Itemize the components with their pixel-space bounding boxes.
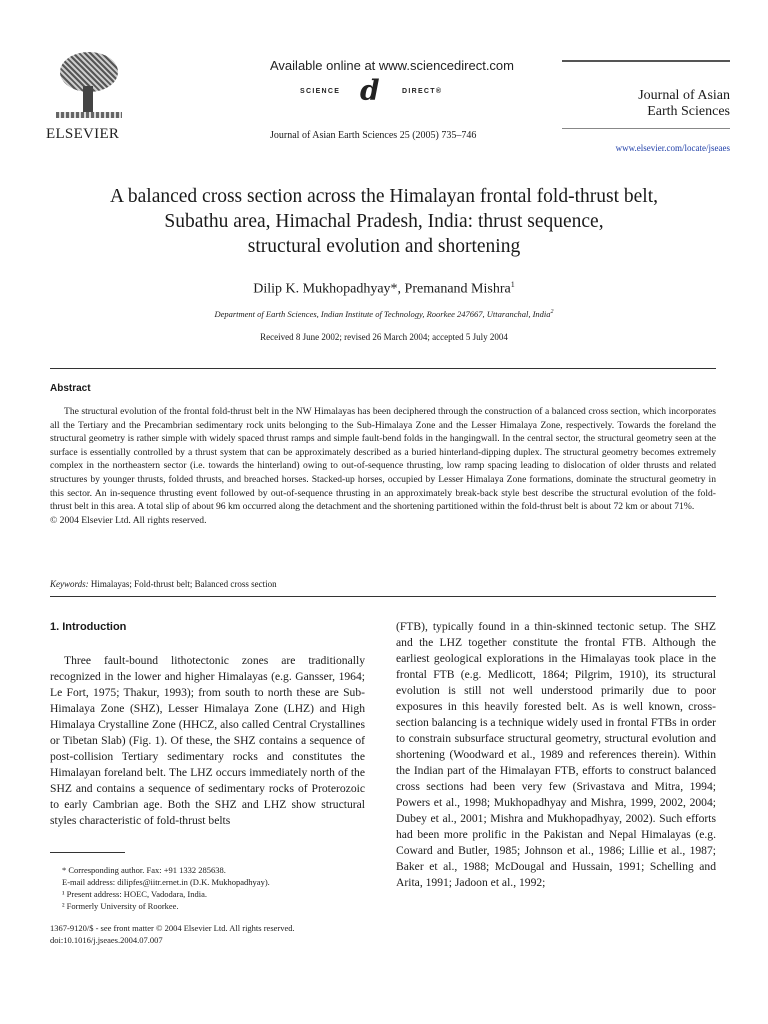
- sd-science: SCIENCE: [300, 88, 341, 95]
- title-line-1: A balanced cross section across the Himalayan frontal fold-thrust belt,: [110, 186, 658, 207]
- author-2[interactable]: Premanand Mishra: [404, 281, 511, 297]
- journal-box: [562, 60, 730, 130]
- elsevier-logo: [46, 52, 136, 143]
- author-2-footnote-mark: 1: [510, 280, 515, 289]
- issn-line: 1367-9120/$ - see front matter © 2004 Elsevier Ltd. All rights reserved.: [50, 923, 295, 933]
- received-dates: Received 8 June 2002; revised 26 March 2004; accepted 5 July 2004: [260, 332, 508, 342]
- author-1[interactable]: Dilip K. Mukhopadhyay*,: [253, 281, 405, 297]
- journal-name-line2: Earth Sciences: [647, 104, 730, 119]
- keywords-label: Keywords:: [50, 579, 89, 589]
- journal-name: [562, 88, 730, 120]
- sd-at-icon: d: [360, 74, 381, 107]
- footnote-present-address: ¹ Present address: HOEC, Vadodara, India.: [62, 889, 207, 899]
- title-line-2: Subathu area, Himachal Pradesh, India: thrust sequence,: [164, 211, 604, 232]
- journal-url-link[interactable]: www.elsevier.com/locate/jseaes: [615, 143, 730, 153]
- footnotes: [50, 864, 365, 912]
- sciencedirect-logo: [300, 74, 470, 110]
- affiliation: [40, 309, 728, 319]
- elsevier-tree-icon: [56, 52, 122, 120]
- sd-direct: DIRECT®: [402, 88, 443, 95]
- footnote-formerly: ² Formerly University of Roorkee.: [62, 901, 179, 911]
- footnote-rule: [50, 852, 125, 853]
- keywords-text: Himalayas; Fold-thrust belt; Balanced cross section: [88, 579, 277, 589]
- divider-top: [50, 368, 716, 369]
- abstract-heading: Abstract: [50, 383, 91, 394]
- journal-rule: [562, 128, 730, 129]
- abstract-copyright: © 2004 Elsevier Ltd. All rights reserved.: [50, 514, 207, 526]
- issn-block: [50, 922, 295, 946]
- journal-name-line1: Journal of Asian: [638, 88, 730, 103]
- publisher-name: ELSEVIER: [46, 126, 120, 142]
- affiliation-footnote-mark: 2: [550, 309, 554, 316]
- authors: [40, 280, 728, 298]
- left-column: [50, 619, 365, 829]
- abstract-text: The structural evolution of the frontal fold-thrust belt in the NW Himalayas has been deciphered through the construction of a balanced cross section, which incorporates all the Tertiary and the Precambrian sedimentary rock units belonging to the Sub-Himalaya Zone and the Lesser Himalaya Zone, respectively. Towards the foreland the structural geometry is rather simple with widely spaced thrust ramps and simple fault-bend folds in the hangingwall. In the central sector, the structural geometry seen at the surface is essentially controlled by a thrust system that can be approximately described as a buried hinterland-dipping duplex. The structural geometry becomes extremely complex in the northeastern sector (i.e. towards the hinterland) owing to out-of-sequence thrusting, low ramp spacing leading to dislocation of older thrusts and related structures by younger thrusts, folded thrusts, and breached horses. Stacked-up horses, occupied by Lesser Himalaya Zone formations, dominate the structural geometry in this sector. An in-sequence thrusting event followed by out-of-sequence thrusting in an approximately break-back style best describe the structural evolution of the fold-thrust belt in this area. A total slip of about 96 km occurred along the detachment and the shortening partitioned within the fold-thrust belt is about 72 km or about 71%.: [50, 406, 716, 513]
- footnote-email[interactable]: E-mail address: dilipfes@iitr.ernet.in (D.K. Mukhopadhyay).: [62, 877, 270, 887]
- footnote-corresponding: * Corresponding author. Fax: +91 1332 285638.: [62, 865, 226, 875]
- divider-bottom: [50, 596, 716, 597]
- intro-paragraph-right: (FTB), typically found in a thin-skinned tectonic setup. The SHZ and the LHZ together constitute the frontal FTB. Although the earliest geological explorations in the Himalayas took place in the frontal FTB (e.g. Medlicott, 1864; Pilgrim, 1910), its structural evolution is still not well understood primarily due to poor exposures in this heavily forested belt. As is well known, cross-section balancing is a technique widely used in frontal FTBs in order to constrain subsurface structural geometry, structural evolution and shortening (Woodward et al., 1989 and references therein). Within the Indian part of the Himalayan FTB, efforts to construct balanced cross sections had been very few (Srivastava and Mitra, 1994; Powers et al., 1998; Mukhopadhyay and Mishra, 1999, 2002, 2004; Dubey et al., 2001; Mishra and Mukhopadhyay, 2002). Such efforts had been more prolific in the Pakistan and Nepal Himalayas (e.g. Coward and Butler, 1985; Johnson et al., 1986; Lillie et al., 1987; Baker et al., 1988; McDougal and Hussain, 1991; Schelling and Arita, 1991; Jadoon et al., 1992;: [396, 620, 716, 889]
- right-column: [396, 619, 716, 891]
- intro-paragraph-left: Three fault-bound lithotectonic zones are traditionally recognized in the lower and higher Himalayas (e.g. Gansser, 1964; Le Fort, 1975; Thakur, 1993); from south to north these are Sub-Himalaya Zone (SHZ), Lesser Himalaya Zone (LHZ) and High Himalaya Crystalline Zone (HHCZ, also called Central Crystallines or Tibetan Slab) (Fig. 1). Of these, the SHZ contains a sequence of post-collision Tertiary sedimentary rocks and constitutes the Himalayan foreland belt. The LHZ occurs immediately north of the SHZ and contains a sequence of sedimentary rocks of Proterozoic to early Cambrian age. Both the SHZ and LHZ show structural styles characteristic of fold-thrust belts: [50, 654, 365, 827]
- doi-line[interactable]: doi:10.1016/j.jseaes.2004.07.007: [50, 935, 163, 945]
- section-heading-introduction: 1. Introduction: [50, 621, 127, 633]
- keywords: [50, 579, 277, 589]
- affiliation-text: Department of Earth Sciences, Indian Institute of Technology, Roorkee 247667, Uttaranchal, India: [214, 309, 551, 319]
- available-online-text: Available online at www.sciencedirect.com: [270, 58, 514, 73]
- title-line-3: structural evolution and shortening: [247, 236, 521, 257]
- abstract-body: [50, 405, 716, 527]
- journal-citation: Journal of Asian Earth Sciences 25 (2005) 735–746: [270, 130, 477, 141]
- article-title: [40, 184, 728, 259]
